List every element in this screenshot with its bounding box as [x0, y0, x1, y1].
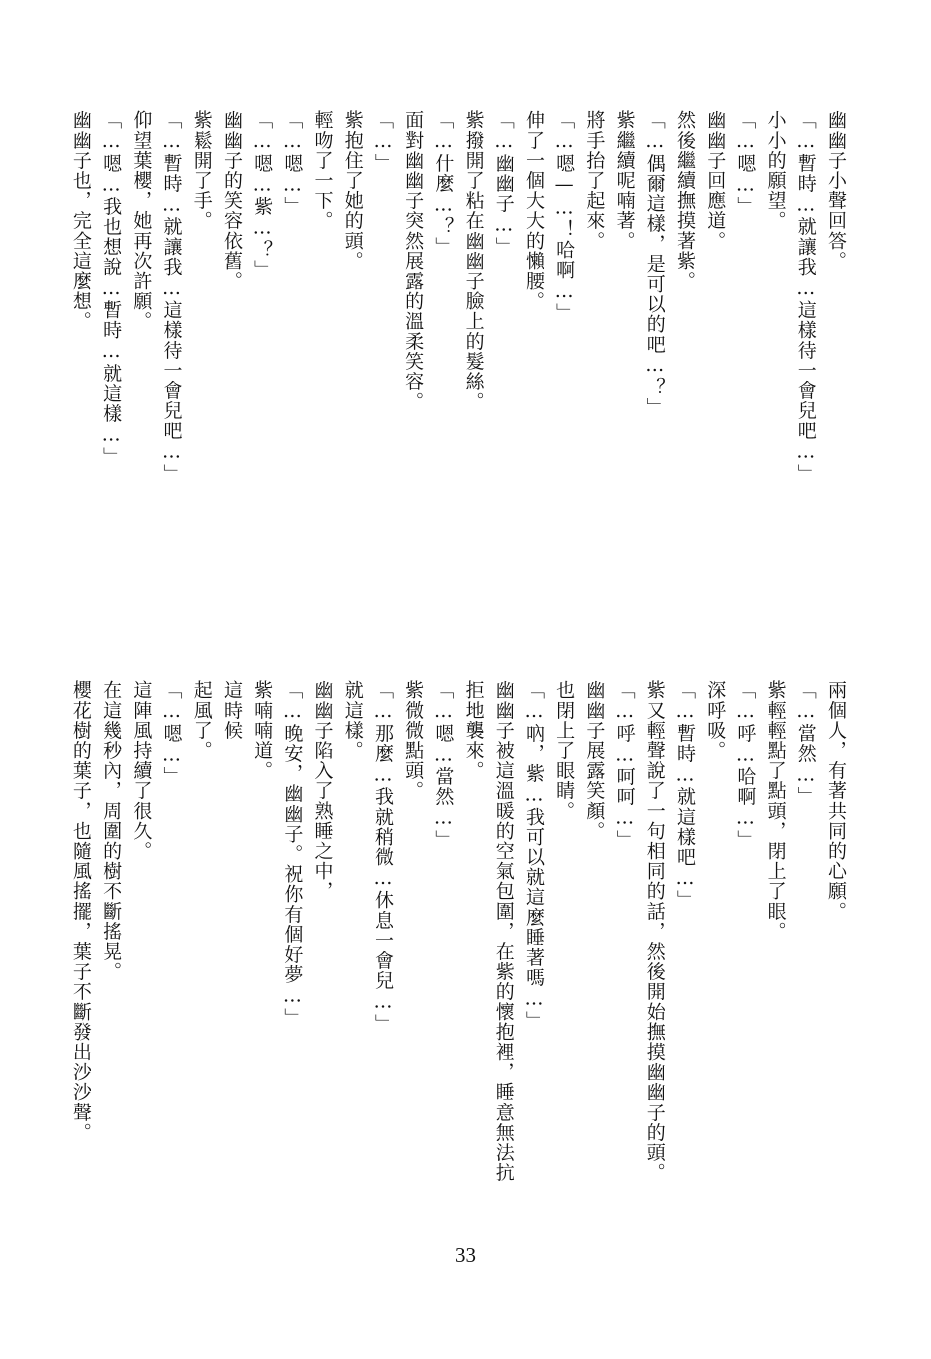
text-line: 「…」 [371, 110, 394, 174]
text-line: 「…暫時…就讓我…這樣待一會兒吧…」 [160, 110, 183, 484]
text-line: 「…吶，紫…我可以就這麼睡著嗎…」 [522, 680, 545, 1031]
text-line: 「…暫時…就讓我…這樣待一會兒吧…」 [794, 110, 817, 484]
text-line: 幽幽子被這溫暖的空氣包圍，在紫的懷抱裡，睡意無法抗 [492, 680, 515, 1183]
text-line: 紫繼續呢喃著。 [613, 110, 636, 251]
text-line: 然後繼續撫摸著紫。 [673, 110, 696, 291]
text-line: 這時候 [220, 680, 243, 741]
text-line: 紫撥開了粘在幽幽子臉上的髮絲。 [462, 110, 485, 412]
text-line: 「…嗯…」 [734, 110, 757, 217]
text-block-bottom [66, 680, 851, 1200]
text-line: 「…嗯—…！哈啊…」 [553, 110, 576, 323]
text-line: 紫又輕聲說了一句相同的話，然後開始撫摸幽幽子的頭。 [643, 680, 666, 1183]
text-line: 在這幾秒內，周圍的樹不斷搖晃。 [100, 680, 123, 982]
text-line: 「…呼…呵呵…」 [613, 680, 636, 850]
text-line: 櫻花樹的葉子，也隨風搖擺，葉子不斷發出沙沙聲。 [69, 680, 92, 1143]
text-line: 「…暫時…就這樣吧…」 [673, 680, 696, 911]
text-line: 「…什麼…？」 [432, 110, 455, 257]
text-line: 紫鬆開了手。 [190, 110, 213, 231]
text-line: 「…當然…」 [794, 680, 817, 807]
text-line: 「…偶爾這樣，是可以的吧…？」 [643, 110, 666, 418]
text-line: 「…嗯…」 [160, 680, 183, 787]
page-number: 33 [455, 1243, 476, 1267]
text-line: 幽幽子小聲回答。 [825, 110, 847, 271]
text-line: 將手抬了起來。 [583, 110, 606, 251]
text-line: 也閉上了眼睛。 [553, 680, 576, 821]
text-line: 深呼吸。 [704, 680, 727, 761]
text-block-top [66, 110, 851, 610]
text-line: 幽幽子也，完全這麼想。 [69, 110, 92, 332]
text-line: 「…嗯…當然…」 [432, 680, 455, 850]
text-line: 幽幽子陷入了熟睡之中， [311, 680, 334, 902]
text-line: 幽幽子回應道。 [704, 110, 727, 251]
text-line: 起風了。 [190, 680, 213, 761]
text-line: 「…嗯…我也想說…暫時…就這樣…」 [100, 110, 123, 467]
text-line: 就這樣。 [341, 680, 364, 761]
text-line: 紫輕輕點了點頭，閉上了眼。 [764, 680, 787, 942]
text-line: 輕吻了一下。 [311, 110, 334, 231]
text-line: 兩個人，有著共同的心願。 [825, 680, 847, 922]
text-line: 這陣風持續了很久。 [130, 680, 153, 861]
text-line: 「…那麼…我就稍微…休息一會兒…」 [371, 680, 394, 1034]
text-line: 幽幽子的笑容依舊。 [220, 110, 243, 291]
text-line: 仰望葉櫻，她再次許願。 [130, 110, 153, 332]
text-line: 「…幽幽子…」 [492, 110, 515, 257]
text-line: 「…嗯…」 [281, 110, 304, 217]
text-line: 小小的願望。 [764, 110, 787, 231]
text-line: 伸了一個大大的懶腰。 [522, 110, 545, 311]
text-line: 面對幽幽子突然展露的溫柔笑容。 [402, 110, 425, 412]
text-line: 「…嗯…紫…？」 [251, 110, 274, 280]
text-line: 「…呼…哈啊…」 [734, 680, 757, 850]
text-line: 幽幽子展露笑顏。 [583, 680, 606, 841]
text-line: 紫抱住了她的頭。 [341, 110, 364, 271]
text-line: 紫微微點頭。 [402, 680, 425, 801]
text-line: 「…晚安，幽幽子。祝你有個好夢…」 [281, 680, 304, 1028]
text-line: 紫喃喃道。 [251, 680, 274, 781]
text-line: 拒地襲來。 [462, 680, 485, 781]
